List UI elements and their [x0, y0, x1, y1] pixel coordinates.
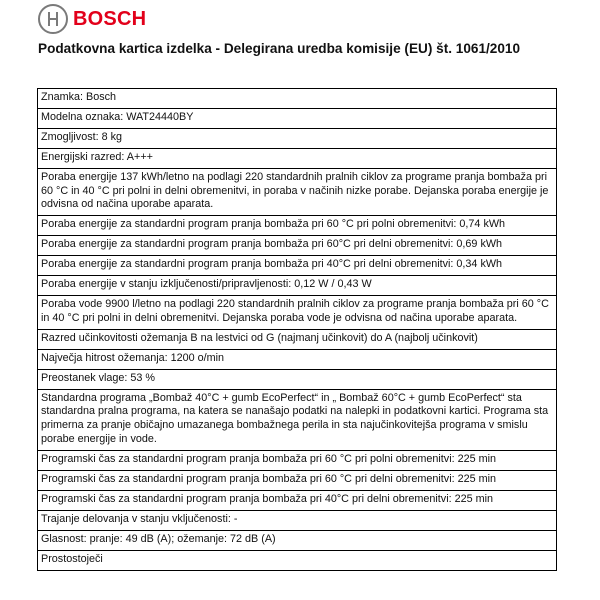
spec-annual-water: Poraba vode 9900 l/letno na podlagi 220 standardnih pralnih ciklov za programe pranja bombaža pri 60 °C in 40 °C pri polni in delni obremenitvi. Dejanska poraba vode je odvisna od načina uporabe aparata. [38, 295, 557, 329]
spec-time-40-partial: Programski čas za standardni program pranja bombaža pri 40°C pri delni obremenitvi: 225 min [38, 490, 557, 510]
spec-noise: Glasnost: pranje: 49 dB (A); ožemanje: 72 dB (A) [38, 530, 557, 550]
brand-name: BOSCH [73, 7, 147, 30]
table-row [38, 256, 557, 276]
spec-energy-40-partial: Poraba energije za standardni program pranja bombaža pri 40°C pri delni obremenitvi: 0,34 kWh [38, 256, 557, 276]
spec-capacity: Zmogljivost: 8 kg [38, 128, 557, 148]
spec-standard-programs: Standardna programa „Bombaž 40°C + gumb EcoPerfect“ in „ Bombaž 60°C + gumb EcoPerfect“ sta standardna pralna programa, na katera se nanašajo podatki na nalepki in podatkovni kartici. Programa sta primerna za pranje običajno umazanega bombažnega perila in sta najučinkovitejša programa v smislu porabe energije in vode. [38, 389, 557, 451]
table-row [38, 148, 557, 168]
spec-brand: Znamka: Bosch [38, 89, 557, 109]
table-row [38, 451, 557, 471]
spec-time-60-partial: Programski čas za standardni program pranja bombaža pri 60 °C pri delni obremenitvi: 225 min [38, 471, 557, 491]
spec-energy-60-partial: Poraba energije za standardni program pranja bombaža pri 60°C pri delni obremenitvi: 0,69 kWh [38, 236, 557, 256]
table-row [38, 236, 557, 256]
table-row [38, 276, 557, 296]
table-row [38, 216, 557, 236]
spec-spin-class: Razred učinkovitosti ožemanja B na lestvici od G (najmanj učinkovit) do A (najbolj učinkovit) [38, 329, 557, 349]
bosch-armature-icon [38, 4, 68, 34]
product-fiche-table [37, 88, 557, 571]
table-row [38, 550, 557, 570]
spec-installation: Prostostoječi [38, 550, 557, 570]
table-row [38, 510, 557, 530]
spec-model: Modelna oznaka: WAT24440BY [38, 108, 557, 128]
spec-spin-speed: Največja hitrost ožemanja: 1200 o/min [38, 349, 557, 369]
spec-time-60-full: Programski čas za standardni program pranja bombaža pri 60 °C pri polni obremenitvi: 225 min [38, 451, 557, 471]
table-row [38, 490, 557, 510]
table-row [38, 108, 557, 128]
table-row [38, 329, 557, 349]
spec-left-on-duration: Trajanje delovanja v stanju vključenosti: - [38, 510, 557, 530]
table-row [38, 389, 557, 451]
page-title: Podatkovna kartica izdelka - Delegirana uredba komisije (EU) št. 1061/2010 [38, 41, 521, 56]
spec-annual-energy: Poraba energije 137 kWh/letno na podlagi 220 standardnih pralnih ciklov za programe pranja bombaža pri 60 °C in 40 °C pri polni in delni obremenitvi, in poraba v načinih nizke porabe. Dejanska poraba energije je odvisna od načina uporabe aparata. [38, 168, 557, 216]
spec-standby-power: Poraba energije v stanju izključenosti/pripravljenosti: 0,12 W / 0,43 W [38, 276, 557, 296]
table-row [38, 471, 557, 491]
table-row [38, 295, 557, 329]
table-row [38, 168, 557, 216]
spec-residual-moisture: Preostanek vlage: 53 % [38, 369, 557, 389]
table-row [38, 530, 557, 550]
spec-energy-class: Energijski razred: A+++ [38, 148, 557, 168]
table-row [38, 349, 557, 369]
table-row [38, 89, 557, 109]
table-row [38, 369, 557, 389]
armature-icon-graphic [42, 8, 64, 30]
spec-energy-60-full: Poraba energije za standardni program pranja bombaža pri 60 °C pri polni obremenitvi: 0,74 kWh [38, 216, 557, 236]
table-row [38, 128, 557, 148]
brand-logo [38, 4, 146, 34]
